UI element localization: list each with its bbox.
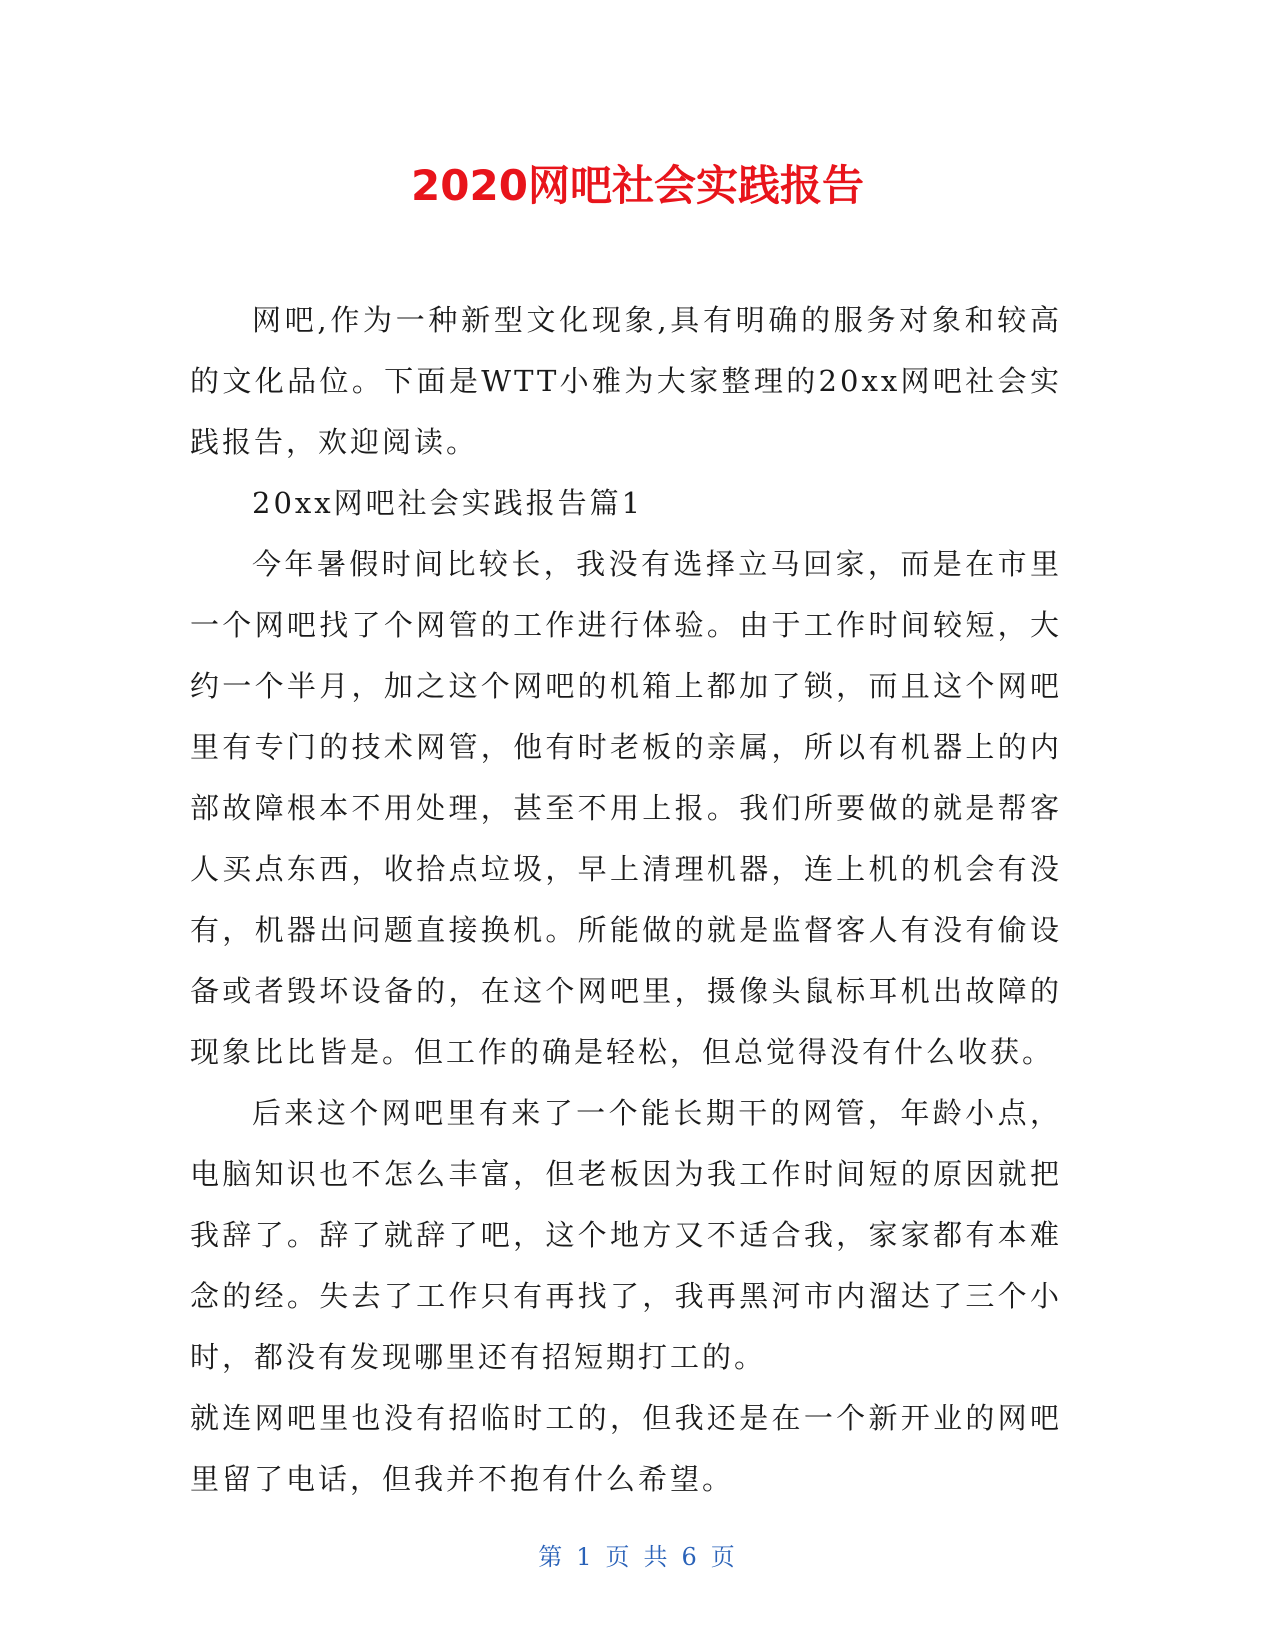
footer-total-unit: 页 [710,1543,737,1571]
footer-page-label: 第 [538,1543,565,1571]
section-heading: 20xx网吧社会实践报告篇1 [252,486,644,520]
document-title: 2020网吧社会实践报告 [411,161,864,210]
footer-total-label: 共 [643,1543,670,1571]
paragraph-intro: 网吧,作为一种新型文化现象,具有明确的服务对象和较高的文化品位。下面是WTT小雅为大家整理的20xx网吧社会实践报告，欢迎阅读。 [190,303,1062,459]
document-body [190,290,1062,1510]
paragraph-body-3: 就连网吧里也没有招临时工的，但我还是在一个新开业的网吧里留了电话，但我并不抱有什么希望。 [190,1401,1062,1496]
paragraph-body-1: 今年暑假时间比较长，我没有选择立马回家，而是在市里一个网吧找了个网管的工作进行体验。由于工作时间较短，大约一个半月，加之这个网吧的机箱上都加了锁，而且这个网吧里有专门的技术网管，他有时老板的亲属，所以有机器上的内部故障根本不用处理，甚至不用上报。我们所要做的就是帮客人买点东西，收拾点垃圾，早上清理机器，连上机的机会有没有，机器出问题直接换机。所能做的就是监督客人有没有偷设备或者毁坏设备的，在这个网吧里，摄像头鼠标耳机出故障的现象比比皆是。但工作的确是轻松，但总觉得没有什么收获。 [190,547,1062,1069]
footer-page-unit: 页 [605,1543,632,1571]
footer-total-pages: 6 [681,1543,699,1571]
paragraph-body-2: 后来这个网吧里有来了一个能长期干的网管，年龄小点，电脑知识也不怎么丰富，但老板因为我工作时间短的原因就把我辞了。辞了就辞了吧，这个地方又不适合我，家家都有本难念的经。失去了工作只有再找了，我再黑河市内溜达了三个小时，都没有发现哪里还有招短期打工的。 [190,1096,1062,1374]
page-number-footer [0,1540,1275,1574]
footer-current-page: 1 [576,1543,594,1571]
